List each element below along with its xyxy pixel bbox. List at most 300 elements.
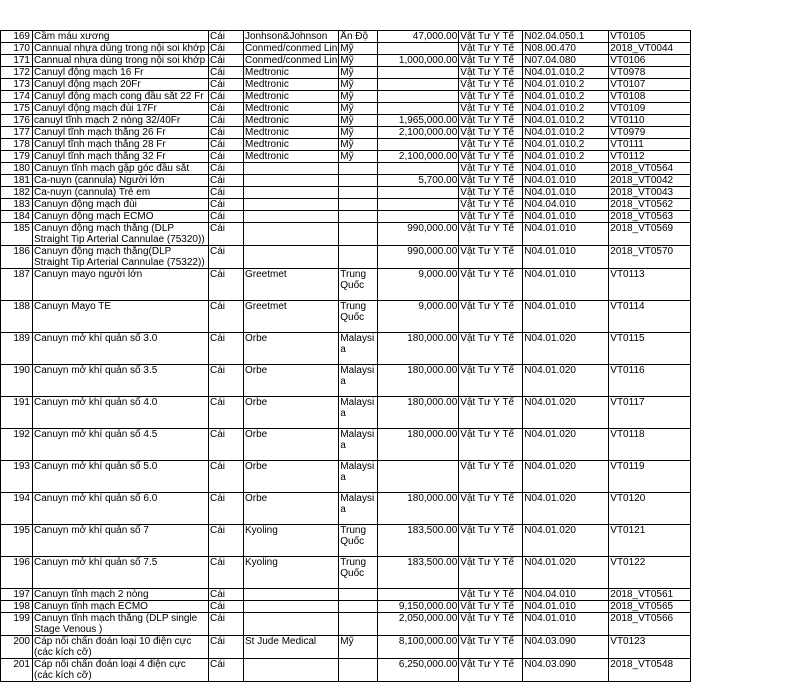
item-name-cell: Canuyn tĩnh mạch thẳng (DLP single Stage Venous ) [33,613,209,636]
group-cell: Vật Tư Y Tế [459,139,523,151]
group-cell: Vật Tư Y Tế [459,43,523,55]
item-name-cell: Canuyl động mạch 16 Fr [33,67,209,79]
item-name-cell: Canuyn mở khí quản số 7 [33,525,209,557]
unit-cell: Cái [209,55,244,67]
unit-cell: Cái [209,429,244,461]
origin-cell [339,211,378,223]
code-cell: N04.01.020 [523,365,609,397]
price-cell: 5,700.00 [378,175,459,187]
item-id-cell: VT0110 [609,115,691,127]
row-number-cell: 201 [1,659,33,682]
code-cell: N04.01.010.2 [523,127,609,139]
price-cell: 9,000.00 [378,269,459,301]
item-id-cell: 2018_VT0564 [609,163,691,175]
row-number-cell: 191 [1,397,33,429]
table-row [1,636,691,659]
table-row [1,557,691,589]
group-cell: Vật Tư Y Tế [459,79,523,91]
manufacturer-cell: Medtronic [244,79,339,91]
price-cell: 180,000.00 [378,429,459,461]
row-number-cell: 177 [1,127,33,139]
supply-table [0,30,691,682]
code-cell: N04.01.010.2 [523,91,609,103]
price-cell: 47,000.00 [378,31,459,43]
item-id-cell: VT0106 [609,55,691,67]
group-cell: Vật Tư Y Tế [459,525,523,557]
code-cell: N04.01.010 [523,601,609,613]
origin-cell: Trung Quốc [339,557,378,589]
row-number-cell: 188 [1,301,33,333]
item-id-cell: 2018_VT0042 [609,175,691,187]
unit-cell: Cái [209,557,244,589]
item-name-cell: Canuyn động mạch ECMO [33,211,209,223]
price-cell: 180,000.00 [378,397,459,429]
origin-cell: Trung Quốc [339,525,378,557]
price-cell: 8,100,000.00 [378,636,459,659]
code-cell: N04.01.010 [523,211,609,223]
manufacturer-cell: Jonhson&Johnson [244,31,339,43]
row-number-cell: 175 [1,103,33,115]
group-cell: Vật Tư Y Tế [459,211,523,223]
unit-cell: Cái [209,199,244,211]
item-id-cell: VT0120 [609,493,691,525]
item-name-cell: Canuyn mở khí quản số 4.5 [33,429,209,461]
group-cell: Vật Tư Y Tế [459,246,523,269]
item-name-cell: Canuyn mở khí quản số 4.0 [33,397,209,429]
unit-cell: Cái [209,211,244,223]
item-name-cell: Canuyn Mayo TE [33,301,209,333]
unit-cell: Cái [209,103,244,115]
unit-cell: Cái [209,163,244,175]
item-id-cell: VT0979 [609,127,691,139]
code-cell: N04.01.010.2 [523,79,609,91]
group-cell: Vật Tư Y Tế [459,115,523,127]
group-cell: Vật Tư Y Tế [459,223,523,246]
item-id-cell: VT0121 [609,525,691,557]
group-cell: Vật Tư Y Tế [459,365,523,397]
code-cell: N08.00.470 [523,43,609,55]
group-cell: Vật Tư Y Tế [459,333,523,365]
table-row [1,269,691,301]
item-name-cell: Ca-nuyn (cannula) Người lớn [33,175,209,187]
unit-cell: Cái [209,589,244,601]
origin-cell: Mỹ [339,43,378,55]
item-id-cell: 2018_VT0565 [609,601,691,613]
table-row [1,199,691,211]
table-row [1,115,691,127]
code-cell: N04.01.020 [523,557,609,589]
code-cell: N04.03.090 [523,636,609,659]
price-cell: 990,000.00 [378,246,459,269]
unit-cell: Cái [209,397,244,429]
row-number-cell: 180 [1,163,33,175]
item-name-cell: Cannual nhựa dùng trong nội soi khớp [33,55,209,67]
code-cell: N02.04.050.1 [523,31,609,43]
code-cell: N04.01.010 [523,269,609,301]
manufacturer-cell: Medtronic [244,151,339,163]
manufacturer-cell: Orbe [244,333,339,365]
code-cell: N07.04.080 [523,55,609,67]
price-cell [378,91,459,103]
table-row [1,103,691,115]
item-name-cell: Cannual nhựa dùng trong nội soi khớp [33,43,209,55]
manufacturer-cell: Kyoling [244,557,339,589]
row-number-cell: 172 [1,67,33,79]
origin-cell [339,199,378,211]
item-id-cell: 2018_VT0569 [609,223,691,246]
manufacturer-cell [244,175,339,187]
origin-cell: Malaysia [339,429,378,461]
origin-cell [339,601,378,613]
item-id-cell: VT0105 [609,31,691,43]
group-cell: Vật Tư Y Tế [459,269,523,301]
row-number-cell: 197 [1,589,33,601]
code-cell: N04.01.020 [523,493,609,525]
item-name-cell: Canuyn mở khí quản số 3.0 [33,333,209,365]
group-cell: Vật Tư Y Tế [459,493,523,525]
group-cell: Vật Tư Y Tế [459,67,523,79]
manufacturer-cell: Orbe [244,397,339,429]
table-row [1,493,691,525]
unit-cell: Cái [209,127,244,139]
price-cell: 180,000.00 [378,333,459,365]
origin-cell: Mỹ [339,139,378,151]
group-cell: Vật Tư Y Tế [459,461,523,493]
code-cell: N04.01.010 [523,613,609,636]
price-cell: 6,250,000.00 [378,659,459,682]
price-cell: 9,150,000.00 [378,601,459,613]
item-id-cell: VT0123 [609,636,691,659]
price-cell: 9,000.00 [378,301,459,333]
manufacturer-cell [244,659,339,682]
origin-cell: Mỹ [339,151,378,163]
code-cell: N04.01.010 [523,175,609,187]
price-cell: 180,000.00 [378,365,459,397]
item-id-cell: 2018_VT0566 [609,613,691,636]
table-row [1,429,691,461]
price-cell [378,67,459,79]
item-name-cell: Canuyl tĩnh mạch thẳng 26 Fr [33,127,209,139]
row-number-cell: 171 [1,55,33,67]
row-number-cell: 194 [1,493,33,525]
price-cell: 2,100,000.00 [378,151,459,163]
price-cell [378,163,459,175]
item-id-cell: VT0112 [609,151,691,163]
price-cell [378,211,459,223]
manufacturer-cell [244,589,339,601]
row-number-cell: 182 [1,187,33,199]
price-cell: 2,100,000.00 [378,127,459,139]
item-name-cell: Canuyl tĩnh mạch thẳng 28 Fr [33,139,209,151]
price-cell: 183,500.00 [378,557,459,589]
code-cell: N04.01.010.2 [523,103,609,115]
row-number-cell: 193 [1,461,33,493]
origin-cell: Mỹ [339,55,378,67]
unit-cell: Cái [209,79,244,91]
table-row [1,659,691,682]
item-name-cell: Canuyn tĩnh mạch ECMO [33,601,209,613]
manufacturer-cell: Medtronic [244,115,339,127]
price-cell: 1,000,000.00 [378,55,459,67]
group-cell: Vật Tư Y Tế [459,613,523,636]
unit-cell: Cái [209,67,244,79]
item-id-cell: 2018_VT0561 [609,589,691,601]
origin-cell: Malaysia [339,397,378,429]
group-cell: Vật Tư Y Tế [459,175,523,187]
code-cell: N04.01.010.2 [523,115,609,127]
group-cell: Vật Tư Y Tế [459,151,523,163]
code-cell: N04.03.090 [523,659,609,682]
code-cell: N04.01.010 [523,246,609,269]
code-cell: N04.01.020 [523,333,609,365]
row-number-cell: 199 [1,613,33,636]
table-row [1,601,691,613]
code-cell: N04.01.010 [523,223,609,246]
manufacturer-cell [244,187,339,199]
manufacturer-cell [244,163,339,175]
item-id-cell: VT0111 [609,139,691,151]
item-id-cell: VT0113 [609,269,691,301]
item-id-cell: VT0117 [609,397,691,429]
group-cell: Vật Tư Y Tế [459,601,523,613]
origin-cell: Mỹ [339,636,378,659]
row-number-cell: 170 [1,43,33,55]
row-number-cell: 186 [1,246,33,269]
price-cell: 180,000.00 [378,493,459,525]
item-name-cell: Canuyn mở khí quản số 6.0 [33,493,209,525]
code-cell: N04.01.020 [523,429,609,461]
origin-cell: Malaysia [339,333,378,365]
origin-cell [339,246,378,269]
origin-cell: Mỹ [339,115,378,127]
manufacturer-cell [244,223,339,246]
item-name-cell: Canuyn mở khí quản số 5.0 [33,461,209,493]
code-cell: N04.04.010 [523,589,609,601]
row-number-cell: 187 [1,269,33,301]
item-id-cell: VT0108 [609,91,691,103]
table-row [1,67,691,79]
unit-cell: Cái [209,601,244,613]
row-number-cell: 183 [1,199,33,211]
price-cell [378,461,459,493]
item-id-cell: 2018_VT0044 [609,43,691,55]
item-name-cell: Canuyn động mạch thẳng(DLP Straight Tip Arterial Cannulae (75322)) [33,246,209,269]
price-cell [378,79,459,91]
price-cell: 1,965,000.00 [378,115,459,127]
row-number-cell: 176 [1,115,33,127]
unit-cell: Cái [209,659,244,682]
item-id-cell: VT0107 [609,79,691,91]
origin-cell [339,163,378,175]
item-name-cell: Canuyl động mạch cong đầu sắt 22 Fr [33,91,209,103]
row-number-cell: 173 [1,79,33,91]
table-row [1,175,691,187]
origin-cell: Malaysia [339,365,378,397]
unit-cell: Cái [209,115,244,127]
item-id-cell: VT0118 [609,429,691,461]
origin-cell [339,223,378,246]
price-cell: 183,500.00 [378,525,459,557]
row-number-cell: 178 [1,139,33,151]
origin-cell [339,589,378,601]
table-row [1,151,691,163]
manufacturer-cell: Conmed/conmed Lin [245,55,338,66]
code-cell: N04.01.020 [523,525,609,557]
table-row [1,246,691,269]
item-name-cell: Canuyn tĩnh mạch gập góc đầu sắt [33,163,209,175]
item-name-cell: Canuyn mayo người lớn [33,269,209,301]
item-name-cell: Canuyl tĩnh mạch thẳng 32 Fr [33,151,209,163]
unit-cell: Cái [209,187,244,199]
price-cell [378,43,459,55]
manufacturer-cell: Medtronic [244,67,339,79]
table-row [1,525,691,557]
row-number-cell: 179 [1,151,33,163]
unit-cell: Cái [209,246,244,269]
origin-cell: Trung Quốc [339,301,378,333]
item-name-cell: Canuyn động mạch đùi [33,199,209,211]
origin-cell: Trung Quốc [339,269,378,301]
manufacturer-cell: Medtronic [244,139,339,151]
price-cell [378,589,459,601]
item-name-cell: Cáp nối chẩn đoán loại 4 điện cực (các kích cỡ) [33,659,209,682]
unit-cell: Cái [209,461,244,493]
group-cell: Vật Tư Y Tế [459,31,523,43]
group-cell: Vật Tư Y Tế [459,187,523,199]
item-name-cell: Canuyn tĩnh mạch 2 nòng [33,589,209,601]
origin-cell: Mỹ [339,67,378,79]
row-number-cell: 184 [1,211,33,223]
item-name-cell: Canuyl động mạch 20Fr [33,79,209,91]
unit-cell: Cái [209,43,244,55]
row-number-cell: 174 [1,91,33,103]
table-row [1,163,691,175]
unit-cell: Cái [209,91,244,103]
table-row [1,139,691,151]
item-id-cell: VT0119 [609,461,691,493]
group-cell: Vật Tư Y Tế [459,199,523,211]
item-id-cell: VT0978 [609,67,691,79]
table-row [1,301,691,333]
manufacturer-cell: Medtronic [244,127,339,139]
table-row [1,589,691,601]
row-number-cell: 200 [1,636,33,659]
group-cell: Vật Tư Y Tế [459,659,523,682]
code-cell: N04.01.020 [523,397,609,429]
code-cell: N04.04.010 [523,199,609,211]
row-number-cell: 192 [1,429,33,461]
manufacturer-cell: Greetmet [244,301,339,333]
row-number-cell: 195 [1,525,33,557]
code-cell: N04.01.010.2 [523,139,609,151]
item-id-cell: VT0114 [609,301,691,333]
origin-cell: Mỹ [339,103,378,115]
unit-cell: Cái [209,223,244,246]
price-cell [378,199,459,211]
manufacturer-cell: St Jude Medical [244,636,339,659]
table-row [1,333,691,365]
group-cell: Vật Tư Y Tế [459,589,523,601]
origin-cell [339,659,378,682]
manufacturer-cell: Conmed/conmed Lin [245,43,338,54]
origin-cell: Malaysia [339,493,378,525]
manufacturer-cell [244,601,339,613]
table-row [1,223,691,246]
unit-cell: Cái [209,175,244,187]
unit-cell: Cái [209,301,244,333]
origin-cell [339,187,378,199]
item-name-cell: Ca-nuyn (cannula) Trẻ em [33,187,209,199]
row-number-cell: 196 [1,557,33,589]
item-name-cell: Cầm máu xương [33,31,209,43]
item-id-cell: VT0115 [609,333,691,365]
item-id-cell: 2018_VT0043 [609,187,691,199]
item-name-cell: Cáp nối chẩn đoán loại 10 điện cực (các kích cỡ) [33,636,209,659]
origin-cell: Ấn Độ [339,31,378,43]
manufacturer-cell: Kyoling [244,525,339,557]
row-number-cell: 169 [1,31,33,43]
manufacturer-cell: Greetmet [244,269,339,301]
unit-cell: Cái [209,493,244,525]
item-id-cell: VT0116 [609,365,691,397]
table-row [1,365,691,397]
item-id-cell: VT0122 [609,557,691,589]
group-cell: Vật Tư Y Tế [459,55,523,67]
group-cell: Vật Tư Y Tế [459,91,523,103]
table-row [1,79,691,91]
row-number-cell: 198 [1,601,33,613]
group-cell: Vật Tư Y Tế [459,103,523,115]
group-cell: Vật Tư Y Tế [459,557,523,589]
table-row [1,43,691,55]
manufacturer-cell [244,211,339,223]
item-id-cell: 2018_VT0570 [609,246,691,269]
origin-cell: Malaysia [339,461,378,493]
manufacturer-cell: Medtronic [244,91,339,103]
row-number-cell: 190 [1,365,33,397]
manufacturer-cell [244,246,339,269]
code-cell: N04.01.010 [523,301,609,333]
unit-cell: Cái [209,525,244,557]
price-cell: 2,050,000.00 [378,613,459,636]
manufacturer-cell [244,613,339,636]
price-cell [378,139,459,151]
code-cell: N04.01.010 [523,163,609,175]
item-name-cell: Canuyn mở khí quản số 7.5 [33,557,209,589]
item-id-cell: 2018_VT0562 [609,199,691,211]
unit-cell: Cái [209,139,244,151]
manufacturer-cell: Orbe [244,461,339,493]
unit-cell: Cái [209,636,244,659]
unit-cell: Cái [209,31,244,43]
code-cell: N04.01.010 [523,187,609,199]
table-row [1,127,691,139]
unit-cell: Cái [209,613,244,636]
item-name-cell: canuyl tĩnh mạch 2 nòng 32/40Fr [33,115,209,127]
origin-cell [339,613,378,636]
price-cell: 990,000.00 [378,223,459,246]
item-id-cell: VT0109 [609,103,691,115]
row-number-cell: 185 [1,223,33,246]
item-name-cell: Canuyn mở khí quản số 3.5 [33,365,209,397]
group-cell: Vật Tư Y Tế [459,636,523,659]
price-cell [378,103,459,115]
unit-cell: Cái [209,151,244,163]
table-row [1,31,691,43]
price-cell [378,187,459,199]
table-row [1,397,691,429]
origin-cell: Mỹ [339,79,378,91]
